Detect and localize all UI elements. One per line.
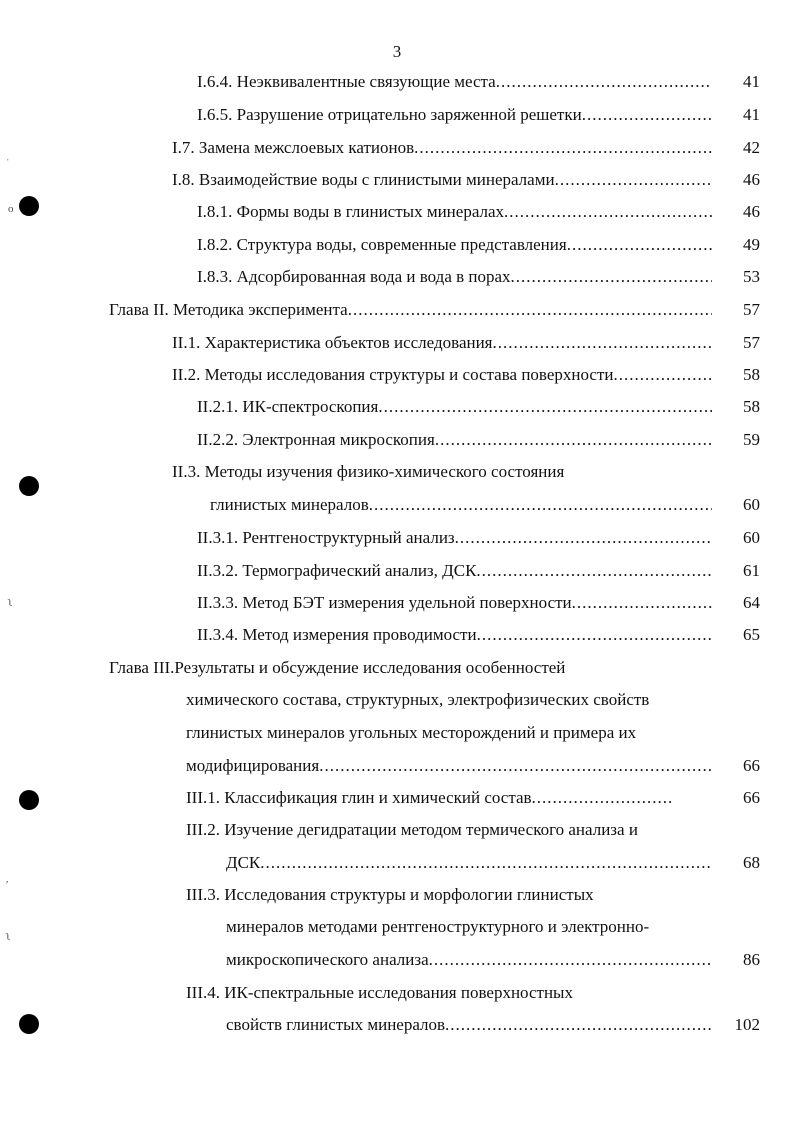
toc-entry-title: II.3. Методы изучения физико-химического состояния xyxy=(172,462,565,481)
toc-entry xyxy=(186,724,636,746)
toc-entry xyxy=(226,918,649,940)
toc-entry-page: 60 xyxy=(743,528,760,547)
toc-entry xyxy=(186,821,638,843)
toc-entry-page: 65 xyxy=(743,625,760,644)
toc-entry-title: микроскопического анализа xyxy=(226,950,429,969)
toc-entry-title: минералов методами рентгеноструктурного и электронно- xyxy=(226,917,650,936)
toc-entry-page: 66 xyxy=(743,756,760,775)
toc-entry-title: II.3.3. Метод БЭТ измерения удельной поверхности xyxy=(197,593,572,612)
toc-entry-title: II.1. Характеристика объектов исследования xyxy=(172,333,493,352)
toc-entry-title: II.3.2. Термографический анализ, ДСК xyxy=(197,561,477,580)
toc-entry-title: Глава III.Результаты и обсуждение исследования особенностей xyxy=(109,658,566,677)
toc-entry-page: 59 xyxy=(743,430,760,449)
toc-entry-title: I.8.1. Формы воды в глинистых минералах xyxy=(197,202,505,221)
toc-entry xyxy=(172,171,712,193)
toc-entry-page: 61 xyxy=(743,561,760,580)
toc-entry-title: ДСК xyxy=(226,853,261,872)
toc-entry-title: Глава II. Методика эксперимента xyxy=(109,300,348,319)
toc-entry-title: I.8.2. Структура воды, современные представления xyxy=(197,235,567,254)
scan-mark: ʅ xyxy=(6,931,11,943)
toc-entry-title: II.2. Методы исследования структуры и состава поверхности xyxy=(172,365,614,384)
toc-entry xyxy=(197,562,712,584)
toc-entry-page: 53 xyxy=(743,267,760,286)
toc-entry-title: I.7. Замена межслоевых катионов xyxy=(172,138,415,157)
toc-entry-title: I.8. Взаимодействие воды с глинистыми минералами xyxy=(172,170,555,189)
toc-entry xyxy=(197,268,712,290)
scan-mark: ʅ xyxy=(8,597,13,609)
toc-entry-page: 46 xyxy=(743,170,760,189)
toc-entry-page: 57 xyxy=(743,300,760,319)
toc-entry-title: III.1. Классификация глин и химический состав xyxy=(186,788,532,807)
binder-hole xyxy=(19,790,39,810)
toc-entry-title: II.3.4. Метод измерения проводимости xyxy=(197,625,477,644)
toc-entry xyxy=(186,691,649,713)
toc-entry-title: III.4. ИК-спектральные исследования поверхностных xyxy=(186,983,573,1002)
toc-entry-page: 68 xyxy=(743,853,760,872)
toc-entry-title: I.8.3. Адсорбированная вода и вода в порах xyxy=(197,267,511,286)
toc-entry-page: 58 xyxy=(743,365,760,384)
toc-entry-page: 58 xyxy=(743,397,760,416)
toc-entry-title: глинистых минералов угольных месторождений и примера их xyxy=(186,723,637,742)
page-number: 3 xyxy=(392,42,402,61)
toc-entry-page: 66 xyxy=(743,788,760,807)
toc-entry-title: II.2.1. ИК-спектроскопия xyxy=(197,397,379,416)
toc-entry xyxy=(109,659,565,681)
toc-entry-title: II.2.2. Электронная микроскопия xyxy=(197,430,435,449)
toc-entry xyxy=(186,886,594,908)
toc-entry xyxy=(197,203,712,225)
toc-entry-page: 102 xyxy=(734,1015,760,1034)
toc-entry xyxy=(197,431,712,453)
toc-entry xyxy=(197,106,712,128)
toc-entry-title: I.6.4. Неэквивалентные связующие места xyxy=(197,72,496,91)
toc-entry-page: 60 xyxy=(743,495,760,514)
toc-entry xyxy=(197,594,712,616)
binder-hole xyxy=(19,196,39,216)
binder-hole xyxy=(19,1014,39,1034)
toc-entry xyxy=(226,1016,712,1038)
toc-entry xyxy=(172,366,712,388)
toc-entry-page: 64 xyxy=(743,593,760,612)
toc-entry xyxy=(186,789,674,811)
toc-entry-page: 41 xyxy=(743,105,760,124)
toc-entry xyxy=(226,854,712,876)
toc-entry-title: глинистых минералов xyxy=(210,495,369,514)
toc-entry xyxy=(172,463,564,485)
scan-mark: ˌ xyxy=(6,149,10,161)
toc-entry xyxy=(197,529,712,551)
toc-entry xyxy=(172,139,712,161)
toc-entry xyxy=(172,334,712,356)
toc-entry-page: 41 xyxy=(743,72,760,91)
toc-entry xyxy=(109,301,712,323)
toc-entry-page: 49 xyxy=(743,235,760,254)
toc-entry-title: свойств глинистых минералов xyxy=(226,1015,446,1034)
toc-entry-title: II.3.1. Рентгеноструктурный анализ xyxy=(197,528,455,547)
toc-entry xyxy=(197,398,712,420)
toc-entry xyxy=(226,951,712,973)
toc-entry-title: I.6.5. Разрушение отрицательно заряженной решетки xyxy=(197,105,582,124)
toc-entry-title: модифицирования xyxy=(186,756,320,775)
toc-entry xyxy=(210,496,712,518)
scan-mark: ο xyxy=(8,203,14,215)
scan-mark: ʹ xyxy=(6,879,9,891)
toc-entry xyxy=(186,984,573,1006)
toc-entry xyxy=(197,236,712,258)
toc-entry xyxy=(197,626,712,648)
toc-entry xyxy=(197,73,712,95)
toc-entry-page: 42 xyxy=(743,138,760,157)
toc-entry-page: 46 xyxy=(743,202,760,221)
toc-entry-title: III.2. Изучение дегидратации методом термического анализа и xyxy=(186,820,638,839)
binder-hole xyxy=(19,476,39,496)
toc-entry-page: 86 xyxy=(743,950,760,969)
toc-entry-title: химического состава, структурных, электрофизических свойств xyxy=(186,690,650,709)
toc-entry-page: 57 xyxy=(743,333,760,352)
toc-entry-title: III.3. Исследования структуры и морфологии глинистых xyxy=(186,885,594,904)
toc-entry xyxy=(186,757,712,779)
